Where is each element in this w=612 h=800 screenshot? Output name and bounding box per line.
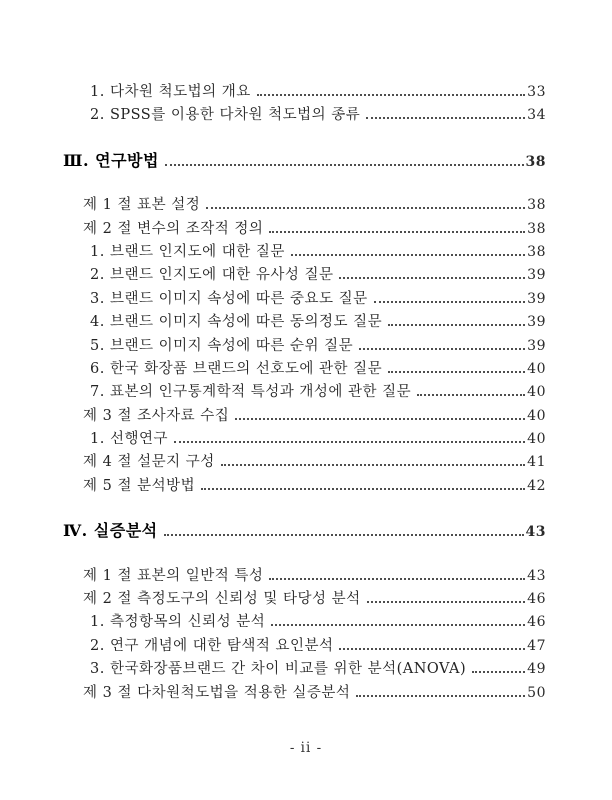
toc-entry-label: 1. 다차원 척도법의 개요 — [90, 84, 251, 100]
toc-dot-leader — [359, 348, 525, 350]
toc-entry-label: 제 5 절 분석방법 — [83, 477, 196, 494]
toc-entry-page: 50 — [527, 684, 546, 701]
toc-dot-leader — [206, 207, 525, 209]
toc-entry-label: 4. 브랜드 이미지 속성에 따른 동의정도 질문 — [90, 314, 383, 331]
toc-entry-page: 39 — [527, 337, 546, 354]
toc-entry — [63, 610, 546, 633]
toc-dot-leader — [174, 441, 525, 443]
toc-dot-leader — [366, 117, 525, 119]
toc-dot-leader — [367, 601, 526, 603]
toc-dot-leader — [269, 578, 525, 580]
toc-dot-leader — [201, 488, 525, 490]
toc-entry-label: 제 4 절 설문지 구성 — [83, 454, 215, 471]
toc-dot-leader — [235, 418, 525, 420]
toc-dot-leader — [339, 277, 525, 279]
toc-entry-page: 38 — [527, 197, 546, 214]
toc-entry — [63, 193, 546, 216]
page-number-footer: - ii - — [289, 740, 323, 756]
toc-entry-page: 41 — [527, 454, 546, 471]
toc-entry-page: 39 — [527, 290, 546, 307]
toc-entry-page: 38 — [527, 243, 546, 260]
toc-dot-leader — [165, 164, 524, 166]
toc-entry-label: 2. SPSS를 이용한 다차원 척도법의 종류 — [90, 107, 361, 124]
toc-entry — [63, 287, 546, 310]
toc-dot-leader — [164, 534, 524, 536]
toc-entry-page: 47 — [527, 637, 546, 654]
toc-entry-page: 39 — [527, 314, 546, 331]
toc-entry-label: 1. 브랜드 인지도에 대한 질문 — [90, 243, 285, 260]
toc-entry-page: 40 — [527, 384, 546, 401]
toc-list — [63, 80, 546, 704]
toc-dot-leader — [388, 324, 525, 326]
toc-entry — [63, 380, 546, 403]
toc-entry-label: 제 3 절 조사자료 수집 — [83, 407, 230, 424]
toc-entry-label: 6. 한국 화장품 브랜드의 선호도에 관한 질문 — [90, 360, 383, 377]
toc-entry-label: 제 2 절 변수의 조작적 정의 — [83, 220, 264, 237]
toc-entry-label: 1. 측정항목의 신뢰성 분석 — [90, 614, 266, 631]
toc-entry — [63, 334, 546, 357]
toc-entry-page: 46 — [527, 591, 546, 608]
toc-entry-page: 43 — [525, 524, 546, 541]
toc-entry-page: 40 — [527, 431, 546, 448]
toc-entry — [63, 148, 546, 171]
toc-entry-page: 42 — [527, 477, 546, 494]
toc-dot-leader — [339, 648, 525, 650]
toc-dot-leader — [417, 394, 525, 396]
toc-entry — [63, 240, 546, 263]
toc-dot-leader — [374, 301, 526, 303]
toc-entry-label: Ⅲ. 연구방법 — [63, 150, 159, 170]
toc-dot-leader — [269, 231, 525, 233]
toc-entry-label: 제 3 절 다차원척도법을 적용한 실증분석 — [83, 684, 351, 701]
toc-entry-page: 40 — [527, 407, 546, 424]
toc-entry — [63, 427, 546, 450]
toc-entry-page: 43 — [527, 567, 546, 584]
toc-entry-label: 제 1 절 표본의 일반적 특성 — [83, 567, 264, 584]
toc-entry-page: 39 — [527, 267, 546, 284]
toc-entry — [63, 217, 546, 240]
toc-dot-leader — [388, 371, 525, 373]
toc-entry — [63, 450, 546, 473]
toc-entry — [63, 263, 546, 286]
toc-entry-label: 2. 연구 개념에 대한 탐색적 요인분석 — [90, 637, 334, 654]
toc-entry-label: 5. 브랜드 이미지 속성에 따른 순위 질문 — [90, 337, 354, 354]
toc-entry — [63, 657, 546, 680]
toc-entry — [63, 310, 546, 333]
toc-dot-leader — [291, 254, 525, 256]
toc-dot-leader — [257, 94, 525, 96]
toc-entry-label: 3. 한국화장품브랜드 간 차이 비교를 위한 분석(ANOVA) — [90, 661, 467, 678]
toc-entry-label: 제 2 절 측정도구의 신뢰성 및 타당성 분석 — [83, 591, 361, 608]
toc-entry-page: 40 — [527, 360, 546, 377]
toc-entry — [63, 474, 546, 497]
toc-entry — [63, 634, 546, 657]
toc-entry-label: 7. 표본의 인구통계학적 특성과 개성에 관한 질문 — [90, 384, 412, 401]
toc-dot-leader — [271, 624, 525, 626]
toc-entry — [63, 564, 546, 587]
toc-entry — [63, 80, 546, 103]
toc-entry-label: 2. 브랜드 인지도에 대한 유사성 질문 — [90, 267, 334, 284]
toc-entry-label: 1. 선행연구 — [90, 431, 168, 448]
toc-entry — [63, 518, 546, 541]
toc-entry — [63, 587, 546, 610]
toc-entry — [63, 404, 546, 427]
toc-entry — [63, 103, 546, 126]
toc-entry-page: 34 — [527, 107, 546, 124]
toc-entry — [63, 357, 546, 380]
toc-entry-page: 33 — [527, 84, 546, 100]
toc-entry — [63, 681, 546, 704]
toc-entry-page: 38 — [527, 220, 546, 237]
toc-entry-page: 49 — [527, 661, 546, 678]
toc-dot-leader — [356, 695, 525, 697]
toc-dot-leader — [472, 671, 525, 673]
toc-entry-label: Ⅳ. 실증분석 — [63, 521, 158, 541]
toc-entry-page: 46 — [527, 614, 546, 631]
toc-entry-label: 제 1 절 표본 설정 — [83, 197, 201, 214]
toc-entry-label: 3. 브랜드 이미지 속성에 따른 중요도 질문 — [90, 290, 368, 307]
toc-dot-leader — [221, 464, 525, 466]
toc-entry-page: 38 — [525, 153, 546, 170]
